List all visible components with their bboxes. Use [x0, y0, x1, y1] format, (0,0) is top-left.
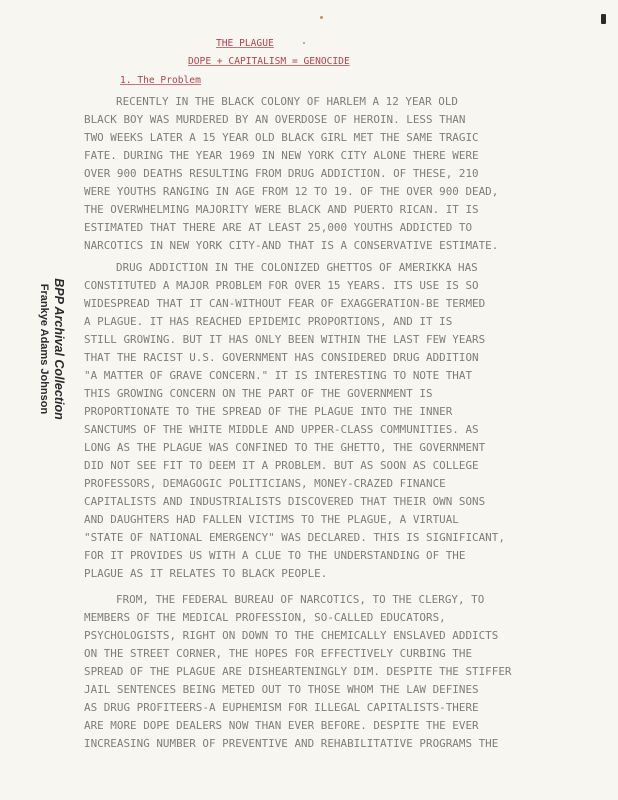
- text-line: TWO WEEKS LATER A 15 YEAR OLD BLACK GIRL MET THE SAME TRAGIC: [84, 131, 479, 144]
- text-line: PROPORTIONATE TO THE SPREAD OF THE PLAGUE INTO THE INNER: [84, 405, 453, 418]
- text-line: PLAGUE AS IT RELATES TO BLACK PEOPLE.: [84, 567, 328, 580]
- text-line: AS DRUG PROFITEERS-A EUPHEMISM FOR ILLEGAL CAPITALISTS-THERE: [84, 701, 479, 714]
- text-line: FOR IT PROVIDES US WITH A CLUE TO THE UNDERSTANDING OF THE: [84, 549, 466, 562]
- text-line: ESTIMATED THAT THERE ARE AT LEAST 25,000 YOUTHS ADDICTED TO: [84, 221, 473, 234]
- document-title: THE PLAGUE: [216, 38, 274, 49]
- text-line: ARE MORE DOPE DEALERS NOW THAN EVER BEFORE. DESPITE THE EVER: [84, 719, 479, 732]
- text-line: SANCTUMS OF THE WHITE MIDDLE AND UPPER-CLASS COMMUNITIES. AS: [84, 423, 479, 436]
- text-line: BLACK BOY WAS MURDERED BY AN OVERDOSE OF HEROIN. LESS THAN: [84, 113, 466, 126]
- ink-speck: [320, 16, 323, 19]
- text-line: RECENTLY IN THE BLACK COLONY OF HARLEM A 12 YEAR OLD: [116, 95, 458, 108]
- text-line: "A MATTER OF GRAVE CONCERN." IT IS INTERESTING TO NOTE THAT: [84, 369, 473, 382]
- text-line: WERE YOUTHS RANGING IN AGE FROM 12 TO 19. OF THE OVER 900 DEAD,: [84, 185, 499, 198]
- text-line: MEMBERS OF THE MEDICAL PROFESSION, SO-CALLED EDUCATORS,: [84, 611, 446, 624]
- text-line: FATE. DURING THE YEAR 1969 IN NEW YORK CITY ALONE THERE WERE: [84, 149, 479, 162]
- archival-collection-label: BPP Archival Collection: [52, 278, 66, 420]
- text-line: THIS GROWING CONCERN ON THE PART OF THE GOVERNMENT IS: [84, 387, 433, 400]
- text-line: DID NOT SEE FIT TO DEEM IT A PROBLEM. BUT AS SOON AS COLLEGE: [84, 459, 479, 472]
- text-line: FROM, THE FEDERAL BUREAU OF NARCOTICS, TO THE CLERGY, TO: [116, 593, 485, 606]
- text-line: THE OVERWHELMING MAJORITY WERE BLACK AND PUERTO RICAN. IT IS: [84, 203, 479, 216]
- text-line: "STATE OF NATIONAL EMERGENCY" WAS DECLARED. THIS IS SIGNIFICANT,: [84, 531, 505, 544]
- text-line: SPREAD OF THE PLAGUE ARE DISHEARTENINGLY DIM. DESPITE THE STIFFER: [84, 665, 512, 678]
- text-line: INCREASING NUMBER OF PREVENTIVE AND REHABILITATIVE PROGRAMS THE: [84, 737, 499, 750]
- text-line: NARCOTICS IN NEW YORK CITY-AND THAT IS A CONSERVATIVE ESTIMATE.: [84, 239, 499, 252]
- text-line: STILL GROWING. BUT IT HAS ONLY BEEN WITHIN THE LAST FEW YEARS: [84, 333, 486, 346]
- section-heading: 1. The Problem: [120, 75, 201, 86]
- text-line: WIDESPREAD THAT IT CAN-WITHOUT FEAR OF EXAGGERATION-BE TERMED: [84, 297, 486, 310]
- ink-speck: [303, 42, 305, 44]
- archival-owner-label: Frankye Adams Johnson: [38, 283, 50, 415]
- text-line: THAT THE RACIST U.S. GOVERNMENT HAS CONSIDERED DRUG ADDITION: [84, 351, 479, 364]
- archival-stamp: [28, 244, 76, 454]
- text-line: PROFESSORS, DEMAGOGIC POLITICIANS, MONEY-CRAZED FINANCE: [84, 477, 446, 490]
- text-line: CONSTITUTED A MAJOR PROBLEM FOR OVER 15 YEARS. ITS USE IS SO: [84, 279, 479, 292]
- text-line: OVER 900 DEATHS RESULTING FROM DRUG ADDICTION. OF THESE, 210: [84, 167, 479, 180]
- text-line: ON THE STREET CORNER, THE HOPES FOR EFFECTIVELY CURBING THE: [84, 647, 473, 660]
- text-line: PSYCHOLOGISTS, RIGHT ON DOWN TO THE CHEMICALLY ENSLAVED ADDICTS: [84, 629, 499, 642]
- document-subtitle: DOPE + CAPITALISM = GENOCIDE: [188, 56, 350, 67]
- text-line: AND DAUGHTERS HAD FALLEN VICTIMS TO THE PLAGUE, A VIRTUAL: [84, 513, 459, 526]
- text-line: CAPITALISTS AND INDUSTRIALISTS DISCOVERED THAT THEIR OWN SONS: [84, 495, 486, 508]
- text-line: A PLAGUE. IT HAS REACHED EPIDEMIC PROPORTIONS, AND IT IS: [84, 315, 453, 328]
- text-line: LONG AS THE PLAGUE WAS CONFINED TO THE GHETTO, THE GOVERNMENT: [84, 441, 486, 454]
- corner-mark: [601, 14, 606, 24]
- text-line: JAIL SENTENCES BEING METED OUT TO THOSE WHOM THE LAW DEFINES: [84, 683, 479, 696]
- text-line: DRUG ADDICTION IN THE COLONIZED GHETTOS OF AMERIKKA HAS: [116, 261, 478, 274]
